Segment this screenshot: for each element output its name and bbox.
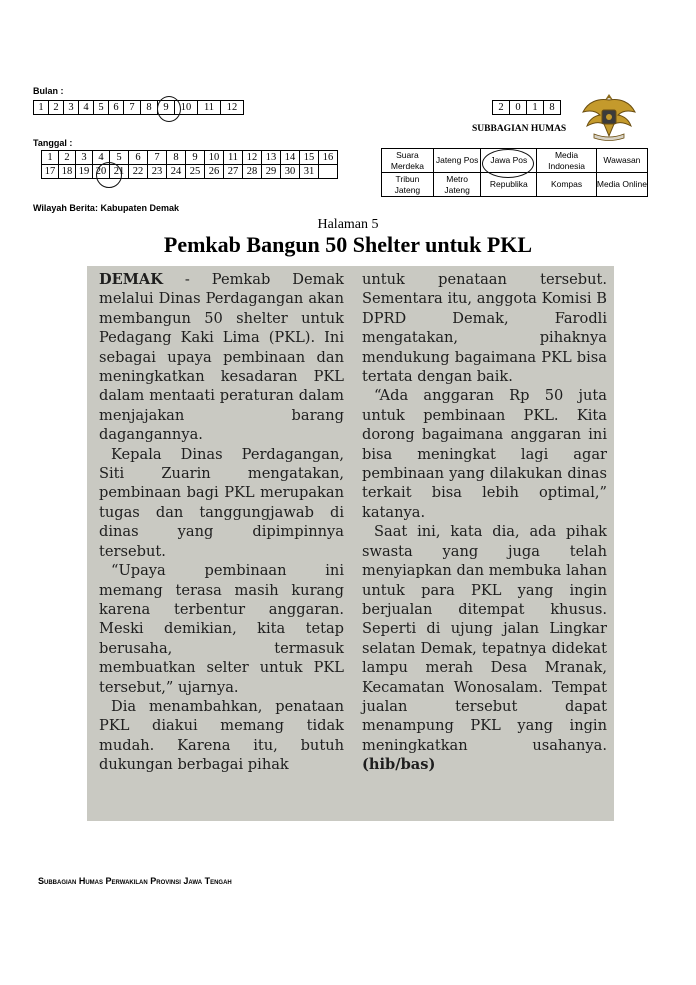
date-cell: 6 <box>129 151 148 165</box>
month-cell: 1 <box>34 101 49 115</box>
date-cell: 9 <box>186 151 205 165</box>
date-grid <box>41 150 338 179</box>
month-cell: 2 <box>49 101 64 115</box>
date-cell: 12 <box>243 151 262 165</box>
date-cell: 13 <box>262 151 281 165</box>
subbagian-humas-label: SUBBAGIAN HUMAS <box>472 124 567 134</box>
date-cell <box>319 165 338 179</box>
month-cell: 9 <box>158 101 175 115</box>
media-cell: Media Indonesia <box>537 149 597 173</box>
date-cell: 27 <box>224 165 243 179</box>
date-cell: 3 <box>76 151 93 165</box>
year-grid <box>492 100 561 115</box>
date-cell: 30 <box>281 165 300 179</box>
article-column-2 <box>362 270 607 775</box>
page-number: Halaman 5 <box>317 217 379 232</box>
media-cell: Wawasan <box>596 149 647 173</box>
year-digit-cell: 8 <box>544 101 561 115</box>
date-cell: 4 <box>93 151 110 165</box>
wilayah-berita: Wilayah Berita: Kabupaten Demak <box>33 203 179 213</box>
month-cell: 5 <box>94 101 109 115</box>
article-byline: (hib/bas) <box>362 756 436 774</box>
date-cell: 24 <box>167 165 186 179</box>
date-cell: 7 <box>148 151 167 165</box>
media-selection-circle <box>482 149 534 178</box>
date-cell: 18 <box>59 165 76 179</box>
year-digit-cell: 1 <box>527 101 544 115</box>
date-cell: 21 <box>110 165 129 179</box>
media-cell: Metro Jateng <box>433 173 481 197</box>
bulan-label: Bulan : <box>33 86 64 96</box>
month-cell: 7 <box>124 101 141 115</box>
date-cell: 22 <box>129 165 148 179</box>
date-cell: 2 <box>59 151 76 165</box>
garuda-emblem-logo <box>580 86 638 144</box>
date-cell: 19 <box>76 165 93 179</box>
month-cell: 11 <box>198 101 221 115</box>
headline: Pemkab Bangun 50 Shelter untuk PKL <box>163 232 533 257</box>
date-selection-circle <box>96 162 122 188</box>
media-cell: Suara Merdeka <box>382 149 434 173</box>
month-cell: 3 <box>64 101 79 115</box>
date-cell: 17 <box>42 165 59 179</box>
date-cell: 10 <box>205 151 224 165</box>
month-cell: 8 <box>141 101 158 115</box>
date-cell: 11 <box>224 151 243 165</box>
article-column-1 <box>99 270 344 775</box>
date-cell: 28 <box>243 165 262 179</box>
media-cell: Jawa Pos <box>481 149 537 173</box>
date-cell: 5 <box>110 151 129 165</box>
month-cell: 4 <box>79 101 94 115</box>
year-digit-cell: 2 <box>493 101 510 115</box>
tanggal-label: Tanggal : <box>33 138 73 148</box>
date-cell: 31 <box>300 165 319 179</box>
article-paragraph: Saat ini, kata dia, ada pihak swasta yang juga telah menyiapkan dan membuka lahan untuk para PKL yang ingin berjualan ditempat khusus. Seperti di ujung jalan Lingkar selatan Demak, tepatnya didekat lampu merah Desa Mranak, Kecamatan Wonosalam. Tempat jualan tersebut dapat menampung PKL yang ingin meningkatkan usahanya. <box>362 523 607 754</box>
media-cell: Kompas <box>537 173 597 197</box>
date-cell: 16 <box>319 151 338 165</box>
date-cell: 20 <box>93 165 110 179</box>
article-clipping <box>87 266 614 821</box>
article-paragraph: “Ada anggaran Rp 50 juta untuk pembinaan PKL. Kita dorong bagaimana anggaran ini bisa meningkat lagi agar pembinaan yang dilakukan dinas terkait bisa lebih optimal,” katanya. <box>362 387 607 521</box>
media-cell: Media Online <box>596 173 647 197</box>
date-cell: 29 <box>262 165 281 179</box>
month-cell: 12 <box>221 101 244 115</box>
media-cell: Republika <box>481 173 537 197</box>
month-grid <box>33 100 244 115</box>
media-cell: Jateng Pos <box>433 149 481 173</box>
article-paragraph: Dia menambahkan, penataan PKL diakui memang tidak mudah. Karena itu, butuh dukungan berbagai pihak <box>99 697 344 774</box>
month-selection-circle <box>157 96 181 122</box>
footer-caption: Subbagian Humas Perwakilan Provinsi Jawa Tengah <box>38 876 232 886</box>
article-paragraph: untuk penataan tersebut. Sementara itu, anggota Komisi B DPRD Demak, Farodli mengatakan, pihaknya mendukung bagaimana PKL bisa tertata dengan baik. <box>362 271 607 386</box>
date-cell: 8 <box>167 151 186 165</box>
date-cell: 25 <box>186 165 205 179</box>
date-cell: 15 <box>300 151 319 165</box>
month-cell: 6 <box>109 101 124 115</box>
date-cell: 14 <box>281 151 300 165</box>
month-cell: 10 <box>175 101 198 115</box>
article-paragraph: - Pemkab Demak melalui Dinas Perdagangan akan membangun 50 shelter untuk Pedagang Kaki Lima (PKL). Ini sebagai upaya pembinaan dan meningkatkan kesadaran PKL dalam mentaati peraturan dalam menjajakan barang dagangannya. <box>99 271 344 444</box>
article-dateline: DEMAK <box>99 271 163 288</box>
date-cell: 23 <box>148 165 167 179</box>
article-paragraph: Kepala Dinas Perdagangan, Siti Zuarin mengatakan, pembinaan bagi PKL merupakan tugas dan tanggungjawab di dinas yang dipimpinnya tersebut. <box>99 445 344 560</box>
date-cell: 26 <box>205 165 224 179</box>
article-paragraph: “Upaya pembinaan ini memang terasa masih kurang karena terbentur anggaran. Meski demikian, kita tetap berusaha, termasuk membuatkan selter untuk PKL tersebut,” ujarnya. <box>99 562 344 696</box>
date-cell: 1 <box>42 151 59 165</box>
year-digit-cell: 0 <box>510 101 527 115</box>
media-cell: Tribun Jateng <box>382 173 434 197</box>
